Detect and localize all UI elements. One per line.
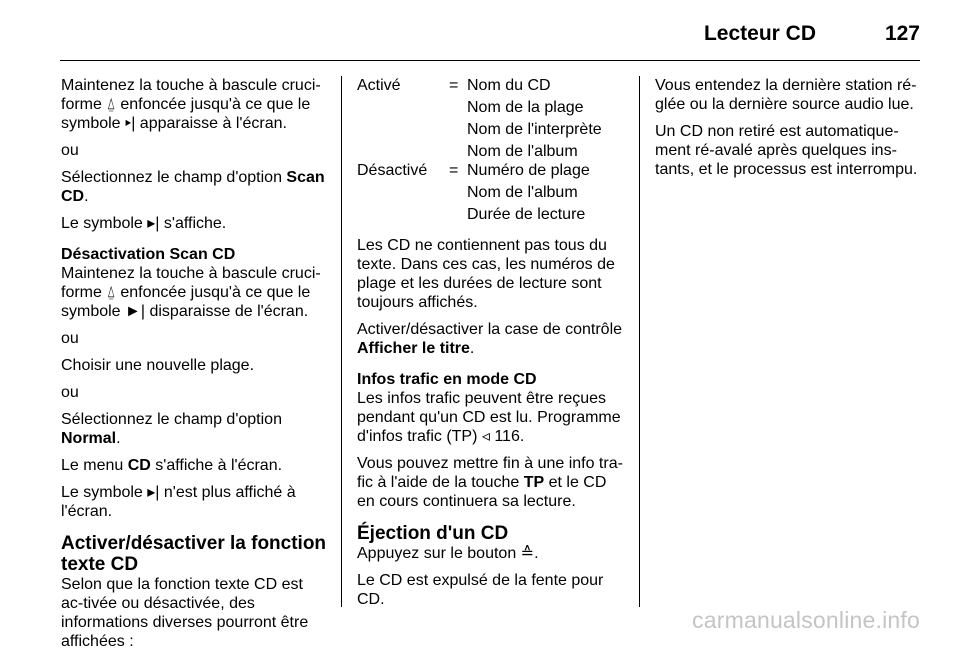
paragraph-menu-cd: Le menu CD s'affiche à l'écran.: [61, 457, 283, 474]
column-right: [655, 76, 925, 187]
equals-sign: =: [449, 162, 459, 179]
value: Nom de la plage: [467, 99, 584, 116]
button-tp: TP: [523, 474, 545, 491]
menu-cd: CD: [127, 457, 151, 474]
paragraph-symbol-hidden: Le symbole ▸| n'est plus affiché à l'écran.: [61, 484, 296, 520]
definition-row: [357, 161, 627, 180]
value: Nom de l'album: [467, 184, 578, 201]
option-afficher-titre: Afficher le titre: [357, 340, 470, 357]
subheading-scan-off: Désactivation Scan CD: [61, 246, 236, 263]
value: Numéro de plage: [467, 162, 590, 179]
definition-row: [357, 183, 627, 202]
paragraph-traffic-stop: Vous pouvez mettre fin à une info tra-fic à l'aide de la touche TP et le CD en cours continuera sa lecture.: [357, 455, 623, 510]
page-number: 127: [884, 22, 920, 45]
paragraph-select-normal: Sélectionnez le champ d'option Normal.: [61, 411, 282, 447]
paragraph-show-title: Activer/désactiver la case de contrôle Afficher le titre.: [357, 321, 623, 357]
value: Nom de l'album: [467, 143, 578, 160]
term-active: Activé: [357, 77, 401, 94]
column-divider-right: [639, 76, 640, 607]
definition-row: [357, 142, 627, 161]
equals-sign: =: [449, 77, 459, 94]
subheading-traffic: Infos trafic en mode CD: [357, 371, 537, 388]
column-middle: [357, 76, 627, 617]
column-divider-left: [341, 76, 342, 607]
paragraph-select-scan: Sélectionnez le champ d'option Scan CD.: [61, 169, 325, 205]
definition-row: [357, 76, 627, 95]
paragraph-cd-text-info: Les CD ne contiennent pas tous du texte. Dans ces cas, les numéros de plage et les durées de lecture sont toujours affichés.: [357, 237, 615, 311]
paragraph-scan-hold: Maintenez la touche à bascule cruci-forme ⍙ enfoncée jusqu'à ce que le symbole ▸| apparaisse à l'écran.: [61, 77, 321, 132]
value: Nom du CD: [467, 77, 551, 94]
option-scan-cd: Scan CD: [61, 169, 325, 205]
paragraph-new-track: Choisir une nouvelle plage.: [61, 357, 255, 374]
paragraph-texte-cd: Selon que la fonction texte CD est ac-tivée ou désactivée, des informations diverses pourront être affichées :: [61, 576, 309, 650]
header-title: Lecteur CD: [703, 22, 816, 45]
term-inactive: Désactivé: [357, 162, 428, 179]
heading-texte-cd: Activer/désactiver la fonction texte CD: [61, 533, 327, 575]
heading-eject: Éjection d'un CD: [357, 523, 509, 544]
option-normal: Normal: [61, 430, 117, 447]
paragraph-symbol-shown: Le symbole ▸| s'affiche.: [61, 215, 227, 232]
column-left: [61, 76, 327, 659]
definition-row: [357, 120, 627, 139]
paragraph-scan-off-hold: Maintenez la touche à bascule cruci-forme ⍙ enfoncée jusqu'à ce que le symbole ►| disparaisse de l'écran.: [61, 265, 321, 320]
paragraph-ou: ou: [61, 384, 79, 401]
definition-list: [357, 76, 627, 224]
paragraph-cd-reinserted: Un CD non retiré est automatique-ment ré-avalé après quelques ins-tants, et le processus est interrompu.: [655, 123, 918, 178]
paragraph-ou: ou: [61, 330, 79, 347]
watermark: carmanualsonline.info: [692, 607, 920, 633]
paragraph-last-station: Vous entendez la dernière station ré-glée ou la dernière source audio lue.: [655, 77, 917, 113]
paragraph-traffic-received: Les infos trafic peuvent être reçues pendant qu'un CD est lu. Programme d'infos trafic (TP) ◃ 116.: [357, 390, 621, 445]
header-divider: [60, 60, 920, 61]
paragraph-press-eject: Appuyez sur le bouton ≙.: [357, 545, 539, 562]
paragraph-ou: ou: [61, 142, 79, 159]
definition-row: [357, 205, 627, 224]
paragraph-cd-ejected: Le CD est expulsé de la fente pour CD.: [357, 572, 604, 608]
value: Durée de lecture: [467, 206, 586, 223]
definition-row: [357, 98, 627, 117]
value: Nom de l'interprète: [467, 121, 602, 138]
